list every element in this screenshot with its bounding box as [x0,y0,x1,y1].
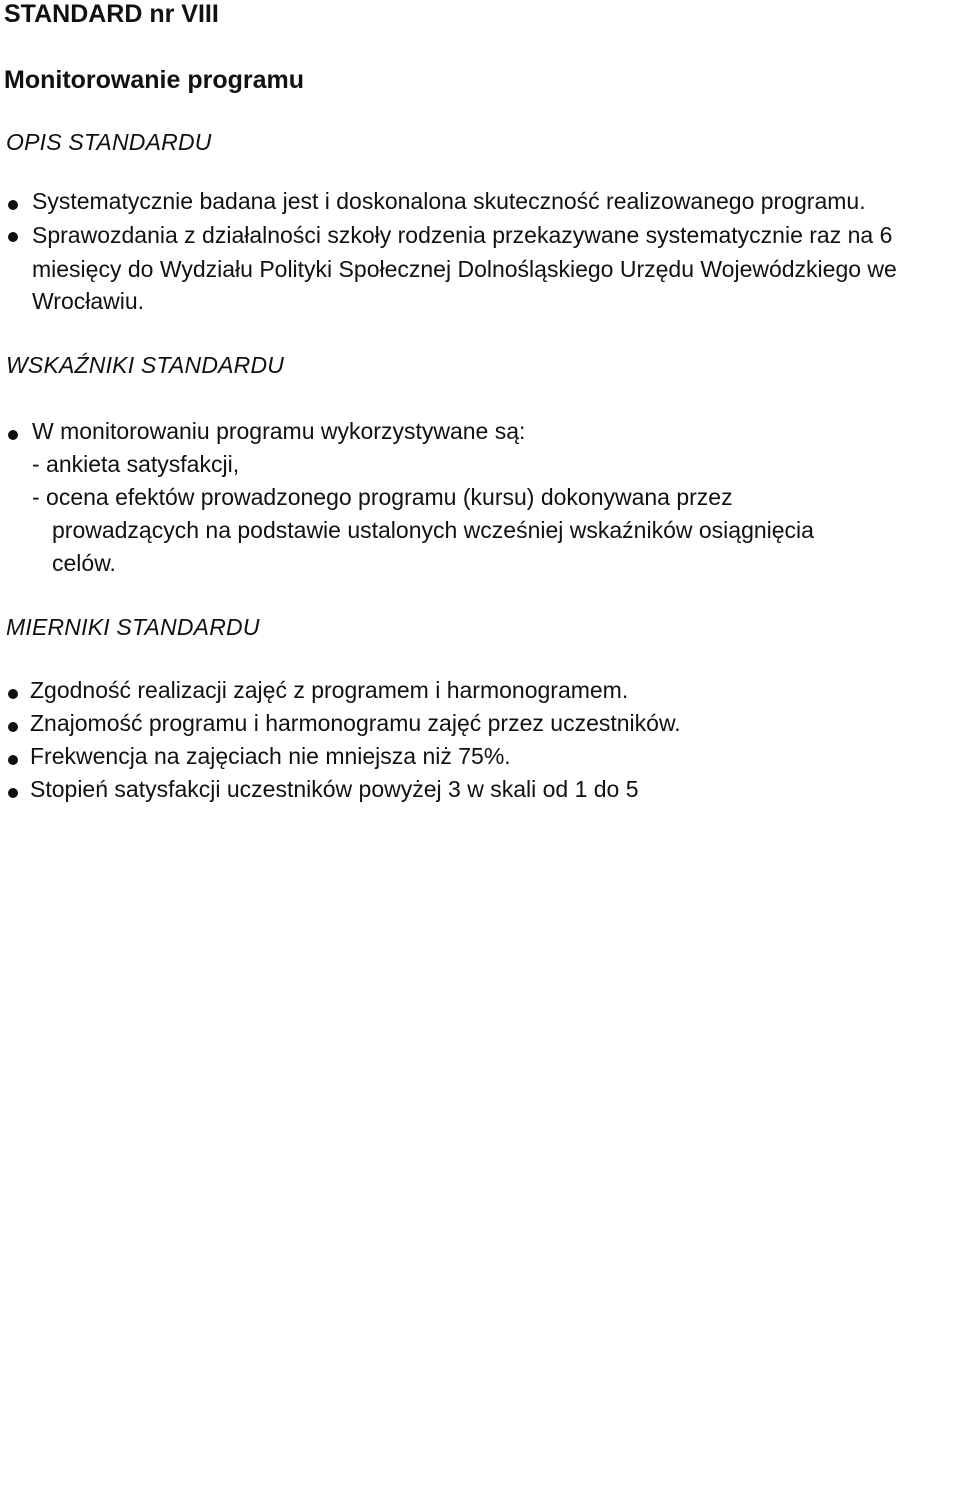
bullet-icon [8,755,18,765]
bullet-icon [8,788,18,798]
opis-item-2-line-2: miesięcy do Wydziału Polityki Społecznej Dolnośląskiego Urzędu Wojewódzkiego we [32,256,897,282]
opis-item-2-line-3: Wrocławiu. [32,288,145,314]
wskazniki-sub-1: - ankieta satysfakcji, [32,451,240,477]
document-subtitle: Monitorowanie programu [4,66,304,94]
opis-item-1-line-1: Systematycznie badana jest i doskonalona skuteczność realizowanego programu. [32,188,866,214]
bullet-icon [8,722,18,732]
wskazniki-intro: W monitorowaniu programu wykorzystywane są: [32,418,526,444]
bullet-icon [8,200,18,210]
wskazniki-sub-3: prowadzących na podstawie ustalonych wcześniej wskaźników osiągnięcia [52,517,814,543]
opis-item-2-line-1: Sprawozdania z działalności szkoły rodzenia przekazywane systematycznie raz na 6 [32,222,893,248]
mierniki-item-3: Frekwencja na zajęciach nie mniejsza niż 75%. [30,743,511,769]
document-title: STANDARD nr VIII [4,0,219,28]
mierniki-item-2: Znajomość programu i harmonogramu zajęć przez uczestników. [30,710,681,736]
bullet-icon [8,689,18,699]
wskazniki-sub-2: - ocena efektów prowadzonego programu (kursu) dokonywana przez [32,484,733,510]
section-heading-mierniki: MIERNIKI STANDARDU [6,614,260,640]
section-heading-wskazniki: WSKAŹNIKI STANDARDU [6,352,285,378]
section-heading-opis: OPIS STANDARDU [6,129,212,155]
wskazniki-sub-4: celów. [52,550,116,576]
mierniki-item-1: Zgodność realizacji zajęć z programem i harmonogramem. [30,677,629,703]
bullet-icon [8,232,18,242]
mierniki-item-4: Stopień satysfakcji uczestników powyżej 3 w skali od 1 do 5 [30,776,639,802]
bullet-icon [8,430,18,440]
